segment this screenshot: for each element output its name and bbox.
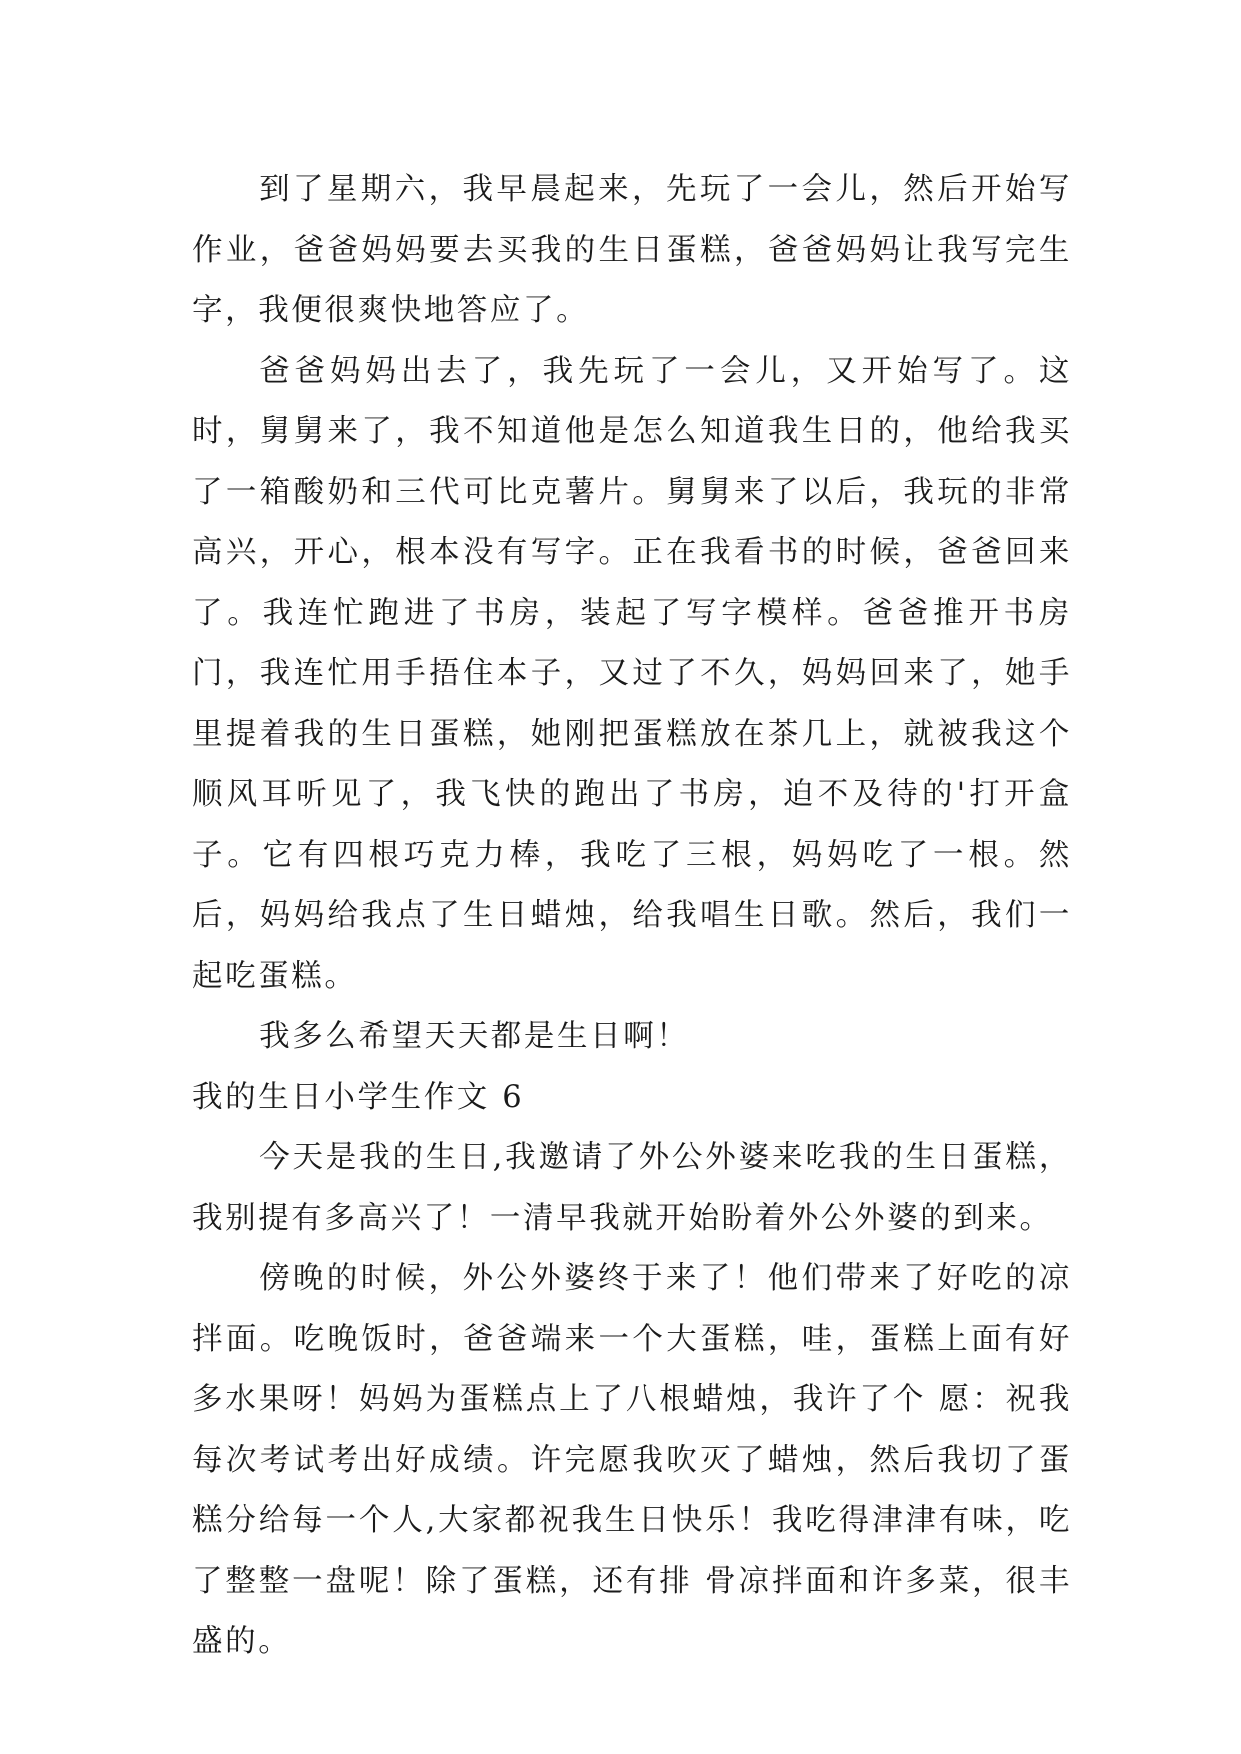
paragraph: 我多么希望天天都是生日啊！ — [259, 1019, 690, 1054]
paragraph: 今天是我的生日,我邀请了外公外婆来吃我的生日蛋糕，我别提有多高兴了！一清早我就开始盼着外公外婆的到来。 — [192, 1140, 1072, 1236]
section-heading: 我的生日小学生作文 6 — [192, 1079, 525, 1115]
paragraph: 到了星期六，我早晨起来，先玩了一会儿，然后开始写作业，爸爸妈妈要去买我的生日蛋糕，爸爸妈妈让我写完生字，我便很爽快地答应了。 — [192, 172, 1072, 328]
paragraph: 傍晚的时候，外公外婆终于来了！他们带来了好吃的凉拌面。吃晚饭时，爸爸端来一个大蛋糕，哇，蛋糕上面有好多水果呀！妈妈为蛋糕点上了八根蜡烛，我许了个 愿：祝我每次考试考出好成绩。许完愿我吹灭了蜡烛，然后我切了蛋糕分给每一个人,大家都祝我生日快乐！我吃得津津有味，吃了整整一盘呢！除了蛋糕，还有排 骨凉拌面和许多菜，很丰盛的。 — [192, 1261, 1072, 1659]
document-body — [192, 160, 1072, 1673]
paragraph: 爸爸妈妈出去了，我先玩了一会儿，又开始写了。这时，舅舅来了，我不知道他是怎么知道我生日的，他给我买了一箱酸奶和三代可比克薯片。舅舅来了以后，我玩的非常高兴，开心，根本没有写字。正在我看书的时候，爸爸回来了。我连忙跑进了书房，装起了写字模样。爸爸推开书房门，我连忙用手捂住本子，又过了不久，妈妈回来了，她手里提着我的生日蛋糕，她刚把蛋糕放在茶几上，就被我这个顺风耳听见了，我飞快的跑出了书房，迫不及待的'打开盒子。它有四根巧克力棒，我吃了三根，妈妈吃了一根。然后，妈妈给我点了生日蜡烛，给我唱生日歌。然后，我们一起吃蛋糕。 — [192, 353, 1072, 994]
